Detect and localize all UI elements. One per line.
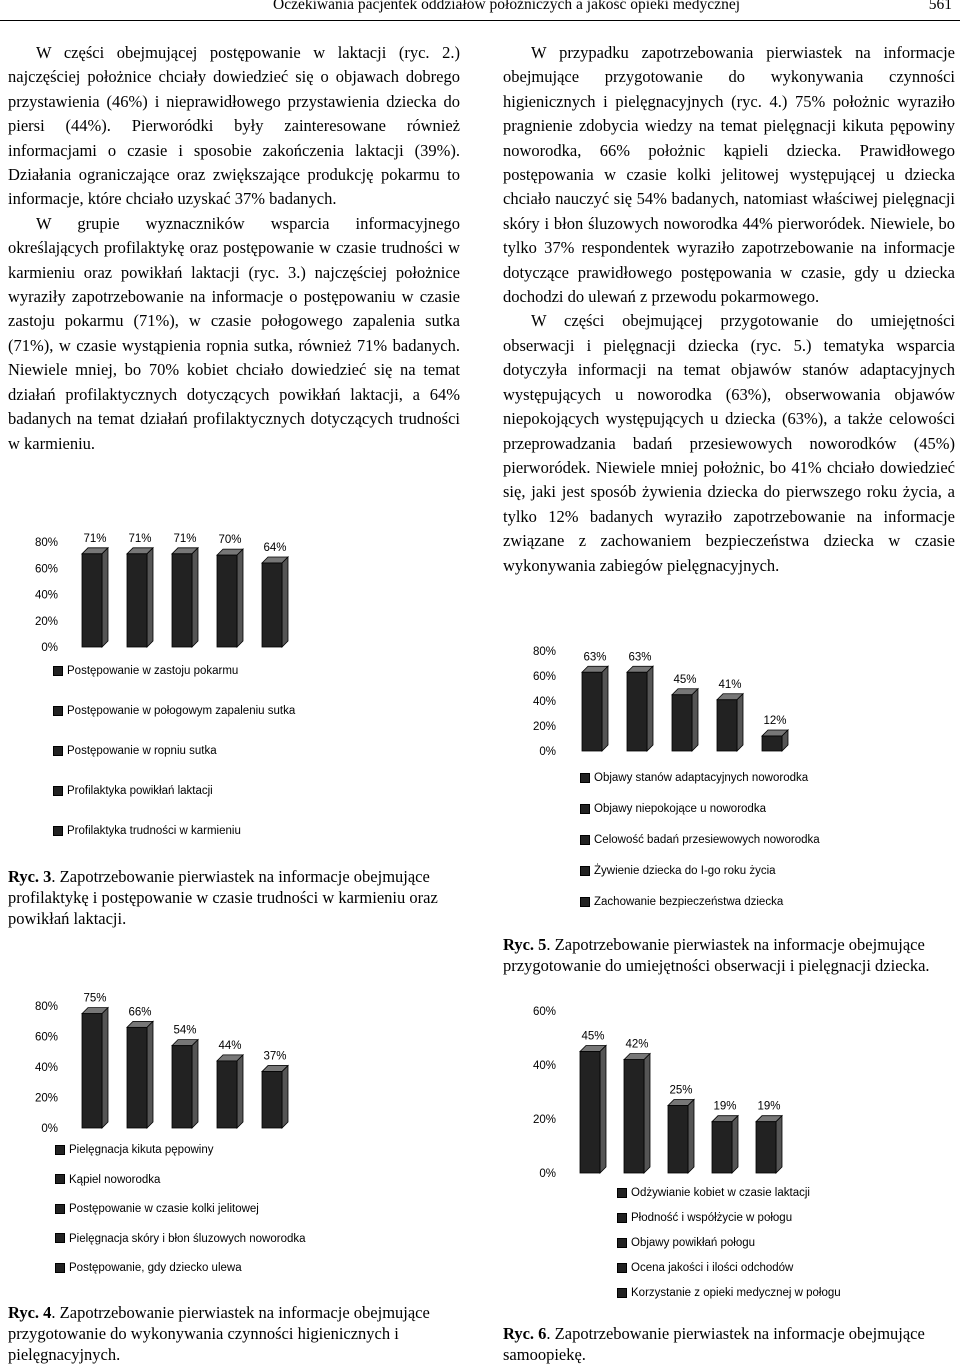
legend-swatch: [53, 666, 63, 676]
legend-label: Postępowanie w połogowym zapaleniu sutka: [67, 705, 296, 717]
bar: [762, 736, 782, 751]
legend-label: Pielęgnacja kikuta pępowiny: [69, 1144, 214, 1156]
data-label: 54%: [173, 1024, 197, 1037]
legend-swatch: [53, 786, 63, 796]
legend-item: [617, 1212, 792, 1224]
legend-item: [55, 1174, 160, 1186]
chart-ryc4: [0, 980, 320, 1135]
data-label: 71%: [173, 532, 197, 545]
legend-label: Objawy powikłań połogu: [631, 1237, 756, 1249]
y-tick-label: 0%: [41, 1123, 58, 1135]
legend-swatch: [53, 706, 63, 716]
legend-label: Odżywianie kobiet w czasie laktacji: [631, 1187, 810, 1199]
bar-side: [732, 1116, 738, 1173]
bar: [756, 1122, 776, 1173]
chart-ryc6: [500, 1000, 820, 1180]
legend-item: [53, 745, 217, 757]
legend-label: Celowość badań przesiewowych noworodka: [594, 834, 820, 846]
data-label: 19%: [713, 1100, 737, 1113]
bar-side: [600, 1046, 606, 1174]
caption-ryc5: [503, 934, 955, 976]
data-label: 45%: [581, 1030, 605, 1043]
bar-side: [776, 1116, 782, 1173]
legend-item: [580, 896, 783, 908]
legend-item: [55, 1144, 213, 1156]
paragraph: W części obejmującej przygotowanie do umiejętności obserwacji i pielęgnacji dziecka (ryc. 5.) tematyka wsparcia dotyczyła informacji na temat objawów stanów adaptacyjnych występujących u noworodka (63%), obserwowania objawów niepokojących występujących u dziecka (63%), a także celowości przeprowadzania badań przesiewowych noworodków (45%) pierworódek. Niewiele mniej położnic, bo 41% chciało dowiedzieć się, jaki jest sposób żywienia dziecka do pierwszego roku życia, a tylko 12% badanych wyraziło zapotrzebowanie na informacje związane z zachowaniem bezpieczeństwa dziecka w czasie wykonywania zabiegów pielęgnacyjnych.: [503, 311, 955, 575]
legend-label: Żywienie dziecka do I-go roku życia: [594, 865, 776, 877]
legend-label: Pielęgnacja skóry i błon śluzowych noworodka: [69, 1232, 306, 1245]
legend-item: [580, 865, 776, 877]
chart-ryc5: [500, 635, 820, 765]
bar: [262, 563, 282, 647]
y-tick-label: 20%: [532, 721, 556, 733]
legend-item: [580, 803, 766, 815]
data-label: 66%: [128, 1006, 152, 1019]
legend-swatch: [580, 804, 590, 814]
bar-side: [688, 1100, 694, 1174]
bar-side: [147, 548, 153, 647]
y-tick-label: 40%: [532, 696, 556, 708]
legend-label: Płodność i współżycie w połogu: [631, 1212, 793, 1224]
data-label: 71%: [128, 532, 152, 545]
legend-label: Ocena jakości i ilości odchodów: [631, 1262, 794, 1274]
legend-item: [617, 1187, 810, 1199]
bar: [82, 554, 102, 647]
data-label: 19%: [757, 1100, 781, 1113]
caption-ryc4: [8, 1302, 460, 1365]
data-label: 12%: [763, 715, 787, 727]
legend-swatch: [617, 1238, 627, 1248]
paragraph: W grupie wyznaczników wsparcia informacyjnego określających profilaktykę oraz postępowanie w czasie trudności w karmieniu oraz powikłań laktacji (ryc. 3.) najczęściej położnice wyraziły zapotrzebowanie na informacje o postępowaniu w czasie zastoju pokarmu (71%), w czasie połogowego zapalenia sutka (71%), w czasie wystąpienia ropnia sutka, również 71% badanych. Niewiele mniej, bo 70% kobiet chciało dowiedzieć się na temat działań profilaktycznych dotyczących powikłań laktacji, a 64% badanych na temat działań profilaktycznych dotyczących trudności w karmieniu.: [8, 213, 460, 453]
legend-item: [580, 772, 808, 784]
bar-side: [237, 1055, 243, 1128]
y-tick-label: 60%: [34, 1031, 58, 1044]
y-tick-label: 20%: [34, 1092, 58, 1105]
data-label: 75%: [83, 992, 107, 1005]
caption-text: . Zapotrzebowanie pierwiastek na informacje obejmujące przygotowanie do umiejętności obserwacji i pielęgnacji dziecka.: [503, 935, 930, 975]
chart-ryc3: [0, 515, 320, 665]
legend-swatch: [580, 897, 590, 907]
right-column-text: [503, 41, 955, 578]
data-label: 44%: [218, 1039, 242, 1052]
bar: [82, 1014, 102, 1128]
bar: [127, 554, 147, 647]
caption-text: . Zapotrzebowanie pierwiastek na informacje obejmujące profilaktykę i postępowanie w czasie trudności w karmieniu oraz powikłań laktacji.: [8, 867, 438, 928]
y-tick-label: 0%: [539, 746, 556, 758]
legend-swatch: [55, 1263, 65, 1273]
legend-ryc4: [55, 1144, 375, 1279]
legend-item: [53, 825, 241, 837]
data-label: 25%: [669, 1084, 693, 1097]
caption-label: Ryc. 3: [8, 867, 52, 886]
legend-swatch: [53, 746, 63, 756]
y-tick-label: 80%: [532, 646, 556, 658]
legend-swatch: [55, 1233, 65, 1243]
bar: [217, 1061, 237, 1128]
bar-side: [147, 1021, 153, 1128]
data-label: 37%: [263, 1050, 287, 1063]
bar: [217, 555, 237, 647]
legend-label: Postępowanie w ropniu sutka: [67, 745, 217, 757]
bar-side: [102, 1008, 108, 1128]
left-column-text: [8, 41, 460, 456]
bar-side: [647, 666, 653, 751]
caption-text: . Zapotrzebowanie pierwiastek na informacje obejmujące samoopiekę.: [503, 1324, 925, 1364]
bar-side: [102, 548, 108, 647]
bar-side: [282, 1066, 288, 1128]
legend-label: Objawy stanów adaptacyjnych noworodka: [594, 772, 809, 784]
legend-swatch: [580, 866, 590, 876]
data-label: 45%: [673, 673, 697, 686]
legend-item: [617, 1287, 841, 1299]
y-tick-label: 40%: [34, 1062, 58, 1074]
caption-text: . Zapotrzebowanie pierwiastek na informacje obejmujące przygotowanie do wykonywania czynności higienicznych i pielęgnacyjnych.: [8, 1303, 430, 1364]
legend-label: Korzystanie z opieki medycznej w połogu: [631, 1287, 841, 1299]
y-tick-label: 40%: [34, 589, 58, 602]
legend-swatch: [617, 1263, 627, 1273]
page-number: 561: [928, 0, 952, 13]
data-label: 63%: [628, 651, 652, 664]
legend-item: [580, 834, 820, 846]
bar-side: [602, 666, 608, 751]
legend-swatch: [55, 1204, 65, 1214]
legend-ryc6: [617, 1187, 947, 1307]
running-title: Oczekiwania pacjentek oddziałów położniczych a jakość opieki medycznej: [273, 0, 740, 13]
y-tick-label: 0%: [41, 642, 58, 654]
legend-ryc3: [53, 665, 373, 840]
bar: [712, 1122, 732, 1173]
legend-label: Kąpiel noworodka: [69, 1173, 161, 1186]
header-rule: [0, 20, 960, 21]
legend-label: Postępowanie w czasie kolki jelitowej: [69, 1203, 259, 1215]
legend-item: [55, 1233, 306, 1245]
y-tick-label: 80%: [34, 537, 58, 549]
bar-side: [282, 557, 288, 647]
paragraph: W części obejmującej postępowanie w laktacji (ryc. 2.) najczęściej położnice chciały dowiedzieć się o objawach dobrego przystawienia (46%) i nieprawidłowego przystawienia dziecka do piersi (44%). Pierworódki były zainteresowane również informacjami o czasie i sposobie zakończenia laktacji (39%). Działania ograniczające oraz zwiększające produkcję pokarmu to informacje, które chciało uzyskać 37% badanych.: [8, 43, 460, 209]
y-tick-label: 0%: [539, 1168, 556, 1180]
data-label: 64%: [263, 542, 287, 554]
y-tick-label: 80%: [34, 1001, 58, 1013]
data-label: 42%: [625, 1038, 649, 1051]
bar: [624, 1060, 644, 1173]
bar: [717, 700, 737, 751]
y-tick-label: 20%: [532, 1114, 556, 1126]
legend-item: [55, 1262, 242, 1274]
legend-label: Profilaktyka trudności w karmieniu: [67, 825, 241, 837]
legend-label: Profilaktyka powikłań laktacji: [67, 785, 213, 797]
legend-swatch: [55, 1174, 65, 1184]
legend-item: [53, 705, 295, 717]
legend-label: Postępowanie w zastoju pokarmu: [67, 665, 239, 677]
legend-swatch: [580, 773, 590, 783]
bar-side: [644, 1054, 650, 1173]
legend-swatch: [53, 826, 63, 836]
bar: [627, 672, 647, 751]
legend-item: [55, 1203, 259, 1215]
legend-swatch: [617, 1188, 627, 1198]
legend-item: [53, 785, 213, 797]
legend-swatch: [617, 1213, 627, 1223]
legend-item: [617, 1237, 755, 1249]
y-tick-label: 60%: [532, 1006, 556, 1018]
y-tick-label: 60%: [34, 563, 58, 576]
legend-item: [617, 1262, 793, 1274]
legend-swatch: [617, 1288, 627, 1298]
bar: [172, 554, 192, 647]
y-tick-label: 40%: [532, 1060, 556, 1072]
caption-ryc6: [503, 1323, 955, 1365]
bar-side: [192, 1040, 198, 1128]
legend-ryc5: [580, 772, 930, 912]
y-tick-label: 20%: [34, 615, 58, 628]
bar: [127, 1027, 147, 1128]
legend-swatch: [580, 835, 590, 845]
legend-label: Objawy niepokojące u noworodka: [594, 803, 766, 815]
caption-label: Ryc. 5: [503, 935, 547, 954]
bar: [672, 695, 692, 751]
bar: [580, 1052, 600, 1174]
data-label: 71%: [83, 532, 107, 545]
y-tick-label: 60%: [532, 671, 556, 683]
bar-side: [237, 549, 243, 647]
bar-side: [692, 689, 698, 751]
caption-label: Ryc. 6: [503, 1324, 547, 1343]
legend-label: Postępowanie, gdy dziecko ulewa: [69, 1262, 242, 1274]
data-label: 41%: [718, 678, 742, 691]
caption-label: Ryc. 4: [8, 1303, 52, 1322]
paragraph: W przypadku zapotrzebowania pierwiastek na informacje obejmujące przygotowanie do wykonywania czynności higienicznych i pielęgnacyjnych (ryc. 4.) 75% położnic wyraziło pragnienie zdobycia wiedzy na temat pielęgnacji kikuta pępowiny noworodka, 66% położnic kąpieli dziecka. Prawidłowego postępowania w czasie kolki jelitowej występującej u dziecka chciało nauczyć się 54% badanych, natomiast właściwej pielęgnacji skóry i błon śluzowych noworodka 44% pierworódek. Niewiele, bo tylko 37% respondentek wyraziło zapotrzebowanie na informacje dotyczące prawidłowego postępowania w czasie, gdy u dziecka dochodzi do ulewań z przewodu pokarmowego.: [503, 43, 955, 307]
bar: [262, 1072, 282, 1128]
bar: [172, 1046, 192, 1128]
data-label: 63%: [583, 651, 607, 664]
legend-item: [53, 665, 238, 677]
legend-label: Zachowanie bezpieczeństwa dziecka: [594, 896, 784, 908]
data-label: 70%: [218, 534, 242, 547]
bar-side: [192, 548, 198, 647]
caption-ryc3: [8, 866, 460, 929]
bar: [668, 1106, 688, 1174]
bar: [582, 672, 602, 751]
legend-swatch: [55, 1145, 65, 1155]
bar-side: [737, 694, 743, 751]
